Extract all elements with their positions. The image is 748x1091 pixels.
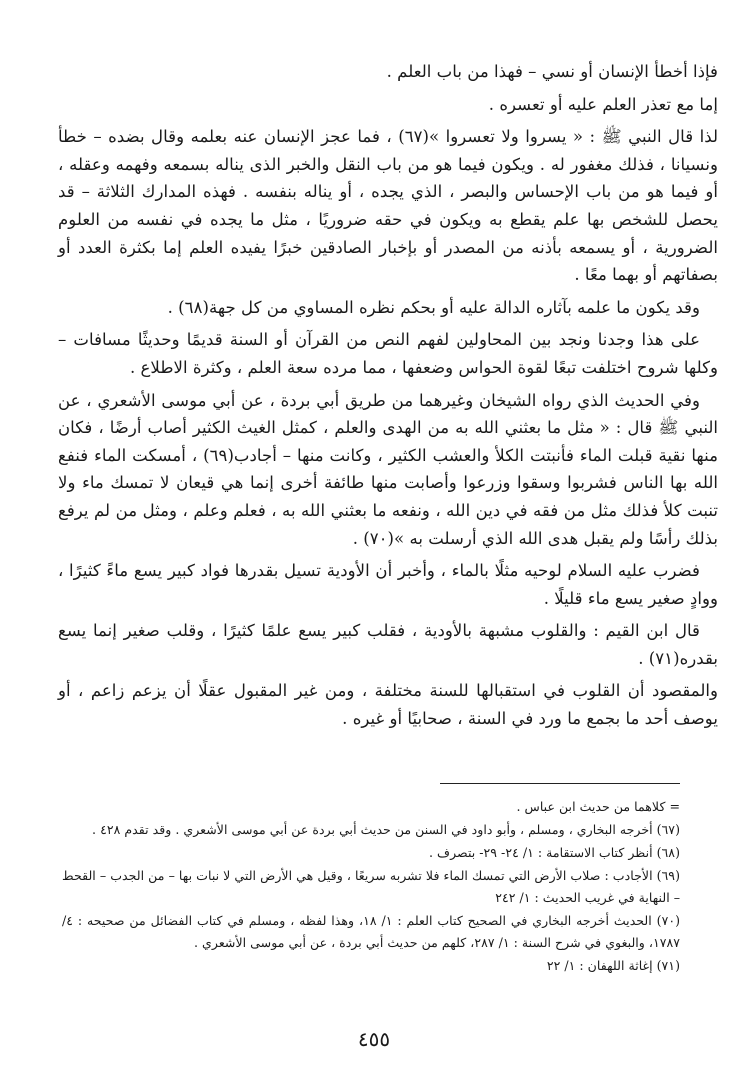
footnotes	[62, 796, 680, 978]
footnote: (٧١) إغاثة اللهفان : ١/ ٢٢	[546, 958, 680, 973]
footnote: (٦٧) أخرجه البخاري ، ومسلم ، وأبو داود في السنن من حديث أبي بردة عن أبي موسى الأشعري . وقد تقدم ٤٢٨ .	[92, 822, 680, 837]
paragraph: والمقصود أن القلوب في استقبالها للسنة مختلفة ، ومن غير المقبول عقلًا أن يزعم زاعم ، أو يوصف أحد ما بجمع ما ورد في السنة ، صحابيًا أو غيره .	[58, 681, 718, 729]
main-text	[58, 58, 718, 738]
footnote: = كلاهما من حديث ابن عباس .	[516, 799, 680, 814]
paragraph: إما مع تعذر العلم عليه أو تعسره .	[488, 94, 718, 114]
footnote-separator	[440, 783, 680, 784]
page-number: ٤٥٥	[357, 1027, 391, 1051]
paragraph: لذا قال النبي ﷺ : « يسروا ولا تعسروا »(٦٧) ، فما عجز الإنسان عنه بعلمه وقال بضده – خطأ ونسيانا ، فذلك مغفور له . ويكون فيما هو من باب النقل والخبر الذى يناله بسمعه وفهمه وعقله ، أو فيما هو من باب الإحساس والبصر ، الذي يجده ، أو يناله بنفسه . فهذه المدارك الثلاثة – قد يحصل للشخص بها علم يقطع به ويكون في حقه ضروريًا ، مثل ما يجده في نفسه من العلوم الضرورية ، أو يسمعه بأذنه من المصدر أو بإخبار الصادقين خبرًا يفيده العلم إما بكثرة العدد أو بصفاتهم أو بهما معًا .	[58, 127, 718, 285]
footnote: (٦٩) الأجادب : صلاب الأرض التي تمسك الماء فلا تشربه سريعًا ، وقيل هي الأرض التي لا نبات بها – من الجدب – القحط – النهاية في غريب الحديث : ١/ ٢٤٢	[62, 868, 680, 905]
paragraph: قال ابن القيم : والقلوب مشبهة بالأودية ، فقلب كبير يسع علمًا كثيرًا ، وقلب صغير إنما يسع بقدره(٧١) .	[58, 621, 718, 668]
paragraph: على هذا وجدنا ونجد بين المحاولين لفهم النص من القرآن أو السنة قديمًا وحديثًا مسافات – وكلها شروح اختلفت تبعًا لقوة الحواس وضعفها ، مما مرده سعة العلم ، وكثرة الاطلاع .	[58, 330, 718, 377]
footnote: (٧٠) الحديث أخرجه البخاري في الصحيح كتاب العلم : ١/ ١٨، وهذا لفظه ، ومسلم في كتاب الفضائل من صحيحه : ٤/ ١٧٨٧، والبغوي في شرح السنة : ١/ ٢٨٧، كلهم من حديث أبي بردة ، عن أبي موسى الأشعري .	[62, 913, 681, 950]
footnote: (٦٨) أنظر كتاب الاستقامة : ١/ ٢٤- ٢٩- بتصرف .	[429, 845, 680, 860]
paragraph: وفي الحديث الذي رواه الشيخان وغيرهما من طريق أبي بردة ، عن أبي موسى الأشعري ، عن النبي ﷺ قال : « مثل ما بعثني الله به من الهدى والعلم ، كمثل الغيث الكثير أصاب أرضًا ، فكان منها نقية قبلت الماء فأنبتت الكلأ والعشب الكثير ، وكانت منها – أجادب(٦٩) ، أمسكت الماء فنفع الله بها الناس فشربوا وسقوا وزرعوا وأصابت منها طائفة أخرى إنما هي قيعان لا تمسك ماء ولا تنبت كلأ فذلك مثل من فقه في دين الله ، ونفعه ما بعثني الله به ، فعلم وعلم ، ومثل من لم يرفع بذلك رأسًا ولم يقبل هدى الله الذي أرسلت به »(٧٠) .	[58, 390, 718, 548]
paragraph: فإذا أخطأ الإنسان أو نسي – فهذا من باب العلم .	[386, 62, 718, 81]
paragraph: وقد يكون ما علمه بآثاره الدالة عليه أو بحكم نظره المساوي من كل جهة(٦٨) .	[167, 297, 700, 317]
paragraph: فضرب عليه السلام لوحيه مثلًا بالماء ، وأخبر أن الأودية تسيل بقدرها فواد كبير يسع ماءً كثيرًا ، ووادٍ صغير يسع ماء قليلًا .	[58, 561, 718, 608]
